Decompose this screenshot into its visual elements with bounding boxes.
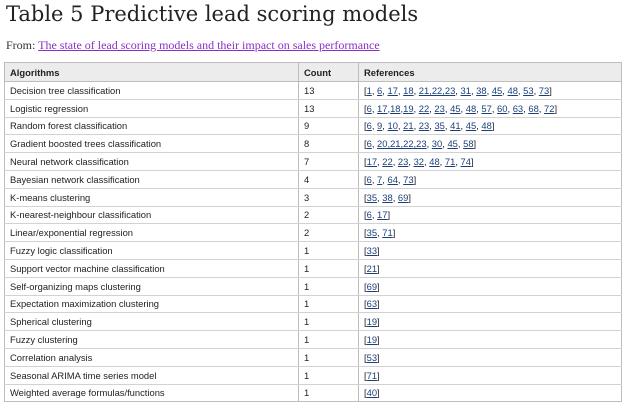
references-cell: [71] [359, 366, 622, 384]
reference-link[interactable]: 32 [413, 156, 425, 168]
table-row [5, 117, 622, 135]
table-row [5, 331, 622, 349]
references-cell: [19] [359, 313, 622, 331]
reference-link[interactable]: 35 [434, 120, 445, 132]
reference-link[interactable]: 35 [366, 227, 378, 239]
reference-link[interactable]: 30 [431, 138, 443, 150]
reference-link[interactable]: 63 [512, 102, 524, 114]
table-row [5, 99, 622, 117]
reference-link[interactable]: 71 [382, 227, 393, 239]
reference-link[interactable]: 73 [403, 173, 414, 185]
algorithm-cell: Self-organizing maps clustering [5, 277, 299, 295]
count-cell: 1 [299, 348, 359, 366]
references-cell: [33] [359, 242, 622, 260]
reference-link[interactable]: 38 [476, 84, 487, 96]
count-cell: 9 [299, 117, 359, 135]
source-prefix: From: [6, 38, 39, 52]
algorithm-cell: Neural network classification [5, 153, 299, 171]
table-row [5, 135, 622, 153]
references-cell: [19] [359, 331, 622, 349]
references-cell: [1, 6, 17, 18, 21,22,23, 31, 38, 45, 48, 53, 73] [359, 82, 622, 100]
references-cell: [6, 9, 10, 21, 23, 35, 41, 45, 48] [359, 117, 622, 135]
page-title: Table 5 Predictive lead scoring models [6, 2, 419, 26]
table-body [5, 82, 622, 402]
reference-link[interactable]: 71 [366, 369, 378, 381]
reference-link[interactable]: 18 [403, 84, 414, 96]
reference-link[interactable]: 6 [366, 209, 372, 221]
reference-link[interactable]: 48 [465, 102, 477, 114]
reference-link[interactable]: 35 [366, 191, 378, 203]
algorithm-cell: Decision tree classification [5, 82, 299, 100]
algorithm-cell: Fuzzy logic classification [5, 242, 299, 260]
header-count: Count [299, 63, 359, 82]
reference-link[interactable]: 72 [544, 102, 555, 114]
table-row [5, 295, 622, 313]
references-cell: [6, 17,18,19, 22, 23, 45, 48, 57, 60, 63, 68, 72] [359, 99, 622, 117]
reference-link[interactable]: 22 [418, 102, 430, 114]
table-row [5, 259, 622, 277]
table-row [5, 170, 622, 188]
algorithm-cell: Random forest classification [5, 117, 299, 135]
count-cell: 7 [299, 153, 359, 171]
algorithm-cell: Logistic regression [5, 99, 299, 117]
table-header-row [5, 63, 622, 82]
references-cell: [69] [359, 277, 622, 295]
algorithm-cell: K-means clustering [5, 188, 299, 206]
reference-link[interactable]: 73 [538, 84, 550, 96]
reference-link[interactable]: 38 [382, 191, 393, 203]
reference-link[interactable]: 45 [450, 102, 461, 114]
algorithm-cell: K-nearest-neighbour classification [5, 206, 299, 224]
reference-link[interactable]: 6 [377, 84, 383, 96]
reference-link[interactable]: 19 [366, 316, 378, 328]
table-row [5, 188, 622, 206]
reference-link[interactable]: 45 [447, 138, 458, 150]
table-row [5, 313, 622, 331]
reference-link[interactable]: 60 [497, 102, 508, 114]
count-cell: 3 [299, 188, 359, 206]
reference-link[interactable]: 69 [366, 280, 378, 292]
count-cell: 1 [299, 242, 359, 260]
algorithm-cell: Expectation maximization clustering [5, 295, 299, 313]
table-row [5, 348, 622, 366]
references-cell: [35, 38, 69] [359, 188, 622, 206]
reference-link[interactable]: 68 [528, 102, 539, 114]
references-cell: [53] [359, 348, 622, 366]
reference-link[interactable]: 21 [366, 262, 378, 274]
table-row [5, 242, 622, 260]
reference-link[interactable]: 17 [377, 209, 388, 221]
reference-link[interactable]: 23 [397, 156, 409, 168]
table-row [5, 224, 622, 242]
reference-link[interactable]: 6 [366, 138, 372, 150]
reference-link[interactable]: 40 [366, 387, 378, 399]
reference-link[interactable]: 17 [387, 84, 398, 96]
references-cell: [6, 7, 64, 73] [359, 170, 622, 188]
reference-link[interactable]: 45 [491, 84, 503, 96]
references-cell: [6, 17] [359, 206, 622, 224]
reference-link[interactable]: 20,21,22,23 [377, 138, 427, 150]
count-cell: 13 [299, 82, 359, 100]
reference-link[interactable]: 23 [418, 120, 430, 132]
algorithm-cell: Linear/exponential regression [5, 224, 299, 242]
reference-link[interactable]: 6 [366, 120, 372, 132]
algorithm-cell: Spherical clustering [5, 313, 299, 331]
reference-link[interactable]: 63 [366, 298, 378, 310]
algorithm-cell: Support vector machine classification [5, 259, 299, 277]
reference-link[interactable]: 21,22,23 [418, 84, 456, 96]
reference-link[interactable]: 69 [397, 191, 409, 203]
algorithm-cell: Seasonal ARIMA time series model [5, 366, 299, 384]
count-cell: 4 [299, 170, 359, 188]
reference-link[interactable]: 74 [460, 156, 471, 168]
reference-link[interactable]: 41 [450, 120, 461, 132]
table-row [5, 366, 622, 384]
reference-link[interactable]: 53 [523, 84, 534, 96]
references-cell: [40] [359, 384, 622, 402]
algorithm-cell: Weighted average formulas/functions [5, 384, 299, 402]
references-cell: [63] [359, 295, 622, 313]
count-cell: 13 [299, 99, 359, 117]
table-row [5, 384, 622, 402]
count-cell: 2 [299, 206, 359, 224]
reference-link[interactable]: 21 [403, 120, 414, 132]
count-cell: 1 [299, 259, 359, 277]
source-article-link[interactable]: The state of lead scoring models and their impact on sales performance [38, 38, 380, 52]
table-row [5, 82, 622, 100]
table-row [5, 153, 622, 171]
reference-link[interactable]: 58 [463, 138, 474, 150]
references-cell: [21] [359, 259, 622, 277]
reference-link[interactable]: 64 [387, 173, 398, 185]
reference-link[interactable]: 45 [465, 120, 477, 132]
count-cell: 8 [299, 135, 359, 153]
count-cell: 1 [299, 277, 359, 295]
reference-link[interactable]: 31 [460, 84, 471, 96]
reference-link[interactable]: 22 [382, 156, 393, 168]
references-cell: [6, 20,21,22,23, 30, 45, 58] [359, 135, 622, 153]
source-line [6, 38, 380, 53]
reference-link[interactable]: 48 [481, 120, 492, 132]
reference-link[interactable]: 17,18,19 [377, 102, 414, 114]
table-row [5, 206, 622, 224]
reference-link[interactable]: 7 [377, 173, 383, 185]
count-cell: 1 [299, 366, 359, 384]
algorithm-cell: Fuzzy clustering [5, 331, 299, 349]
count-cell: 1 [299, 313, 359, 331]
reference-link[interactable]: 71 [444, 156, 456, 168]
header-references: References [359, 63, 622, 82]
reference-link[interactable]: 57 [481, 102, 492, 114]
table-row [5, 277, 622, 295]
algorithm-cell: Correlation analysis [5, 348, 299, 366]
reference-link[interactable]: 23 [434, 102, 445, 114]
count-cell: 1 [299, 384, 359, 402]
references-cell: [17, 22, 23, 32, 48, 71, 74] [359, 153, 622, 171]
count-cell: 2 [299, 224, 359, 242]
count-cell: 1 [299, 331, 359, 349]
algorithm-cell: Gradient boosted trees classification [5, 135, 299, 153]
reference-link[interactable]: 48 [429, 156, 440, 168]
reference-link[interactable]: 19 [366, 334, 378, 346]
reference-link[interactable]: 53 [366, 351, 378, 363]
header-algorithms: Algorithms [5, 63, 299, 82]
lead-scoring-table [4, 62, 622, 402]
reference-link[interactable]: 17 [366, 156, 378, 168]
references-cell: [35, 71] [359, 224, 622, 242]
reference-link[interactable]: 48 [507, 84, 518, 96]
reference-link[interactable]: 6 [366, 173, 372, 185]
count-cell: 1 [299, 295, 359, 313]
reference-link[interactable]: 10 [387, 120, 398, 132]
reference-link[interactable]: 9 [377, 120, 383, 132]
reference-link[interactable]: 6 [366, 102, 372, 114]
reference-link[interactable]: 33 [366, 245, 378, 257]
reference-link[interactable]: 1 [366, 84, 372, 96]
algorithm-cell: Bayesian network classification [5, 170, 299, 188]
